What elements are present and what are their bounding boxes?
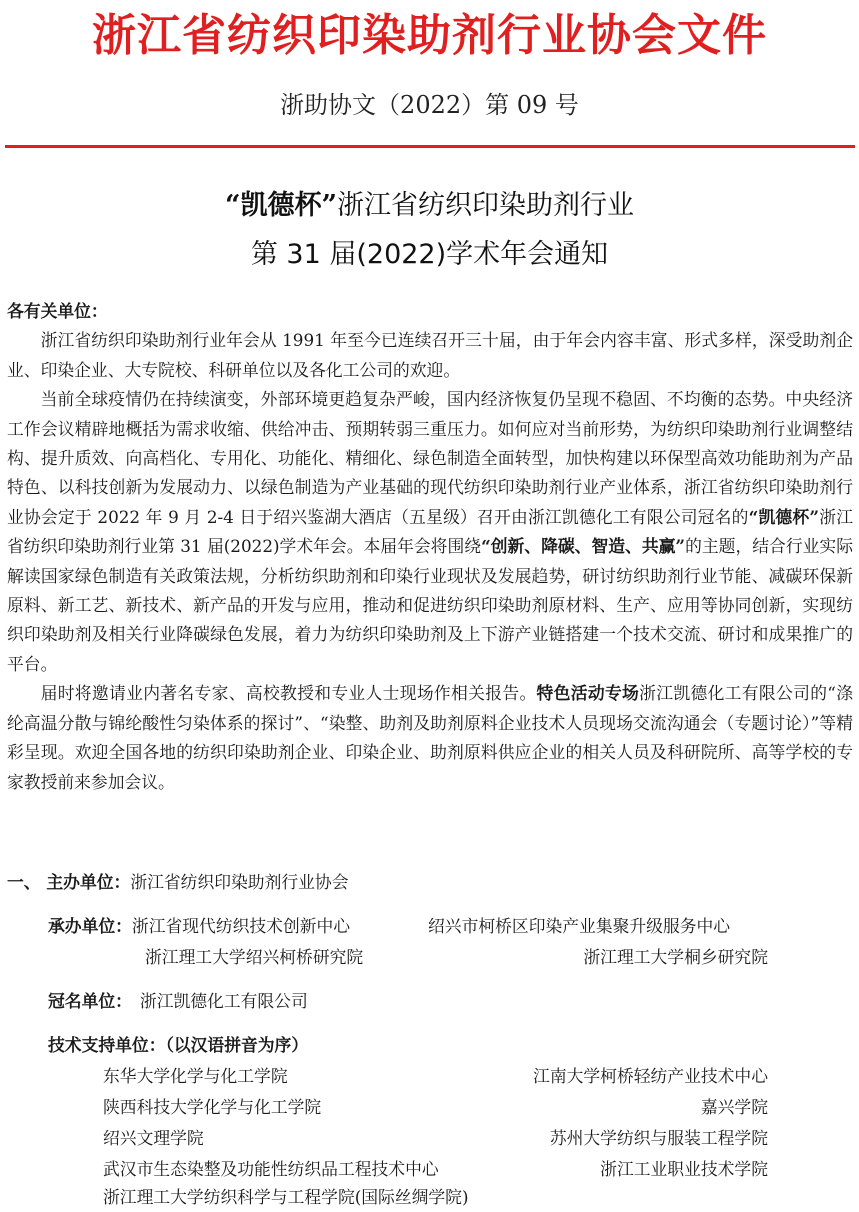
co-organizer-row-1 bbox=[48, 911, 350, 941]
notice-title-line2: 第 31 届(2022)学术年会通知 bbox=[250, 239, 609, 270]
co-organizer-4: 浙江理工大学桐乡研究院 bbox=[583, 947, 768, 967]
paragraph-2-part-c: 的主题，结合行业实际解读国家绿色制造有关政策法规，分析纺织助剂和印染行业现状及发展趋势，研讨纺织助剂行业节能、减碳环保新原料、新工艺、新技术、新产品的开发与应用，推动和促进纺织印染助剂原材料、生产、应用等协同创新，实现纺织印染助剂及相关行业降碳绿色发展，着力为纺织印染助剂及上下游产业链搭建一个技术交流、研讨和成果推广的平台。 bbox=[7, 536, 854, 674]
co-organizer-1: 浙江省现代纺织技术创新中心 bbox=[131, 916, 351, 936]
paragraph-3-part-b: 浙江凯德化工有限公司的“涤纶高温分散与锦纶酸性匀染体系的探讨”、“染整、助剂及助剂原料企业技术人员现场交流沟通会（专题讨论）”等精彩呈现。欢迎全国各地的纺织印染助剂企业、印染企业、助剂原料供应企业的相关人员及科研院所、高等学校的专家教授前来参加会议。 bbox=[7, 683, 853, 792]
brand-highlight: “凯德杯” bbox=[748, 506, 820, 527]
document-number: 浙助协文（2022）第 09 号 bbox=[280, 91, 579, 119]
tech-support-label bbox=[48, 1030, 308, 1060]
title-line1-text: 浙江省纺织印染助剂行业 bbox=[337, 190, 635, 221]
tech-support-5: 绍兴文理学院 bbox=[103, 1128, 204, 1148]
title-sponsor-label: 冠名单位： bbox=[48, 991, 132, 1011]
title-brand: “凯德杯” bbox=[224, 190, 338, 221]
red-divider bbox=[5, 145, 855, 148]
tech-support-9: 浙江理工大学纺织科学与工程学院(国际丝绸学院) bbox=[103, 1187, 469, 1207]
co-organizer-3: 浙江理工大学绍兴柯桥研究院 bbox=[145, 947, 364, 967]
paragraph-2 bbox=[7, 385, 853, 679]
host-label: 一、 主办单位： bbox=[7, 872, 131, 892]
tech-support-heading: 技术支持单位：（以汉语拼音为序） bbox=[48, 1035, 309, 1055]
notice-body bbox=[7, 297, 853, 797]
host-organization: 浙江省纺织印染助剂行业协会 bbox=[130, 872, 349, 892]
tech-support-6: 苏州大学纺织与服装工程学院 bbox=[549, 1128, 768, 1148]
tech-support-1: 东华大学化学与化工学院 bbox=[103, 1066, 288, 1086]
co-organizer-2: 绍兴市柯桥区印染产业集聚升级服务中心 bbox=[428, 916, 731, 936]
co-organizer-label: 承办单位： bbox=[48, 916, 132, 936]
paragraph-3-part-a: 届时将邀请业内著名专家、高校教授和专业人士现场作相关报告。 bbox=[40, 683, 537, 704]
paragraph-2-part-b: 浙江省纺织印染助剂行业第 31 届(2022)学术年会。本届年会将围绕 bbox=[7, 506, 853, 557]
masthead-title: 浙江省纺织印染助剂行业协会文件 bbox=[92, 10, 767, 61]
tech-support-7: 武汉市生态染整及功能性纺织品工程技术中心 bbox=[103, 1159, 439, 1179]
host-row bbox=[7, 867, 348, 897]
theme-highlight: “创新、降碳、智造、共赢” bbox=[481, 536, 686, 557]
title-sponsor: 浙江凯德化工有限公司 bbox=[139, 991, 308, 1011]
paragraph-1: 浙江省纺织印染助剂行业年会从 1991 年至今已连续召开三十届，由于年会内容丰富、形式多样，深受助剂企业、印染企业、大专院校、科研单位以及各化工公司的欢迎。 bbox=[7, 330, 853, 380]
tech-support-8: 浙江工业职业技术学院 bbox=[600, 1159, 768, 1179]
tech-support-3: 陕西科技大学化学与化工学院 bbox=[103, 1097, 322, 1117]
title-sponsor-row bbox=[48, 986, 308, 1016]
tech-support-2: 江南大学柯桥轻纺产业技术中心 bbox=[533, 1066, 768, 1086]
salutation: 各有关单位： bbox=[7, 301, 108, 321]
paragraph-3 bbox=[7, 679, 853, 797]
special-session-highlight: 特色活动专场 bbox=[536, 683, 640, 704]
tech-support-4: 嘉兴学院 bbox=[700, 1097, 768, 1117]
notice-title-line1 bbox=[0, 186, 859, 226]
paragraph-2-part-a: 当前全球疫情仍在持续演变，外部环境更趋复杂严峻，国内经济恢复仍呈现不稳固、不均衡的态势。中央经济工作会议精辟地概括为需求收缩、供给冲击、预期转弱三重压力。如何应对当前形势，为纺织印染助剂行业调整结构、提升质效、向高档化、专用化、功能化、精细化、绿色制造全面转型，加快构建以环保型高效功能助剂为产品特色、以科技创新为发展动力、以绿色制造为产业基础的现代纺织印染助剂行业产业体系，浙江省纺织印染助剂行业协会定于 2022 年 9 月 2-4 日于绍兴鉴湖大酒店（五星级）召开由浙江凯德化工有限公司冠名的 bbox=[7, 389, 853, 527]
